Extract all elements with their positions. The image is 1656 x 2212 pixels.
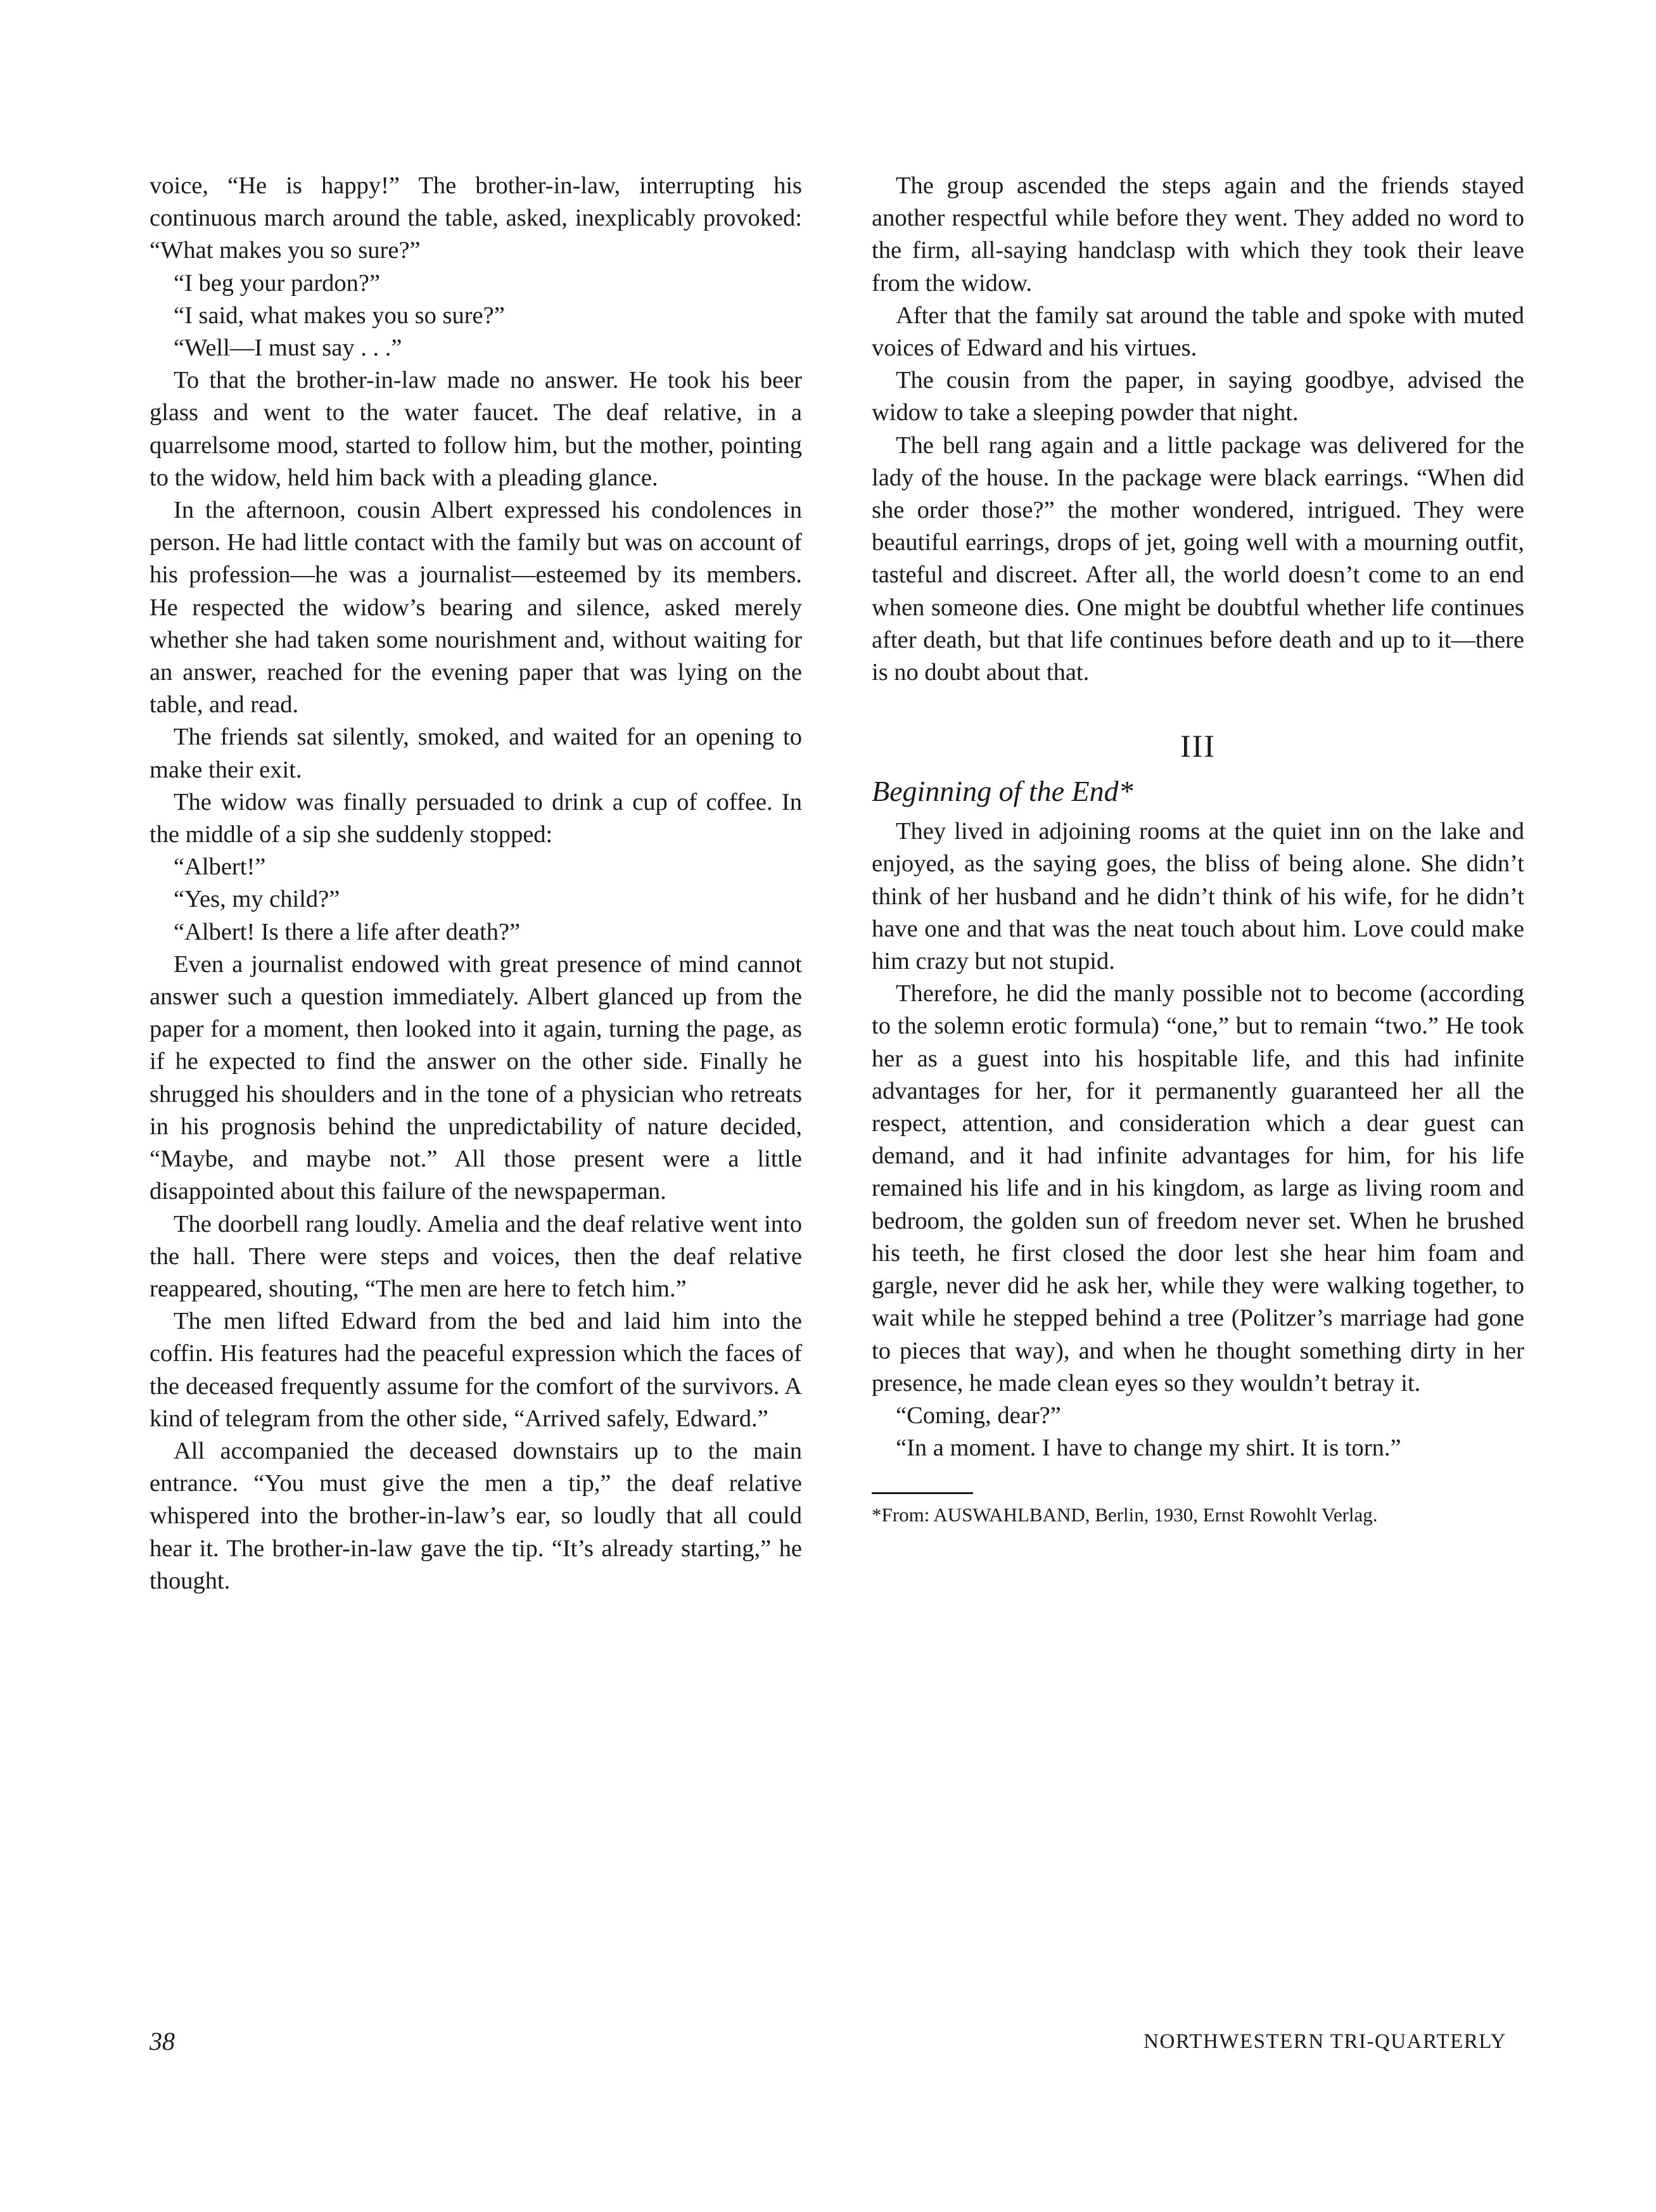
paragraph: Even a journalist endowed with great presence of mind cannot answer such a question immediately. Albert glanced up from the paper for a moment, then looked into it again, turning the page, as if he expected to find the answer on the other side. Finally he shrugged his shoulders and in the tone of a physician who retreats in his prognosis behind the unpredictability of nature decided, “Maybe, and maybe not.” All those present were a little disappointed about this failure of the newspaperman. (150, 950, 802, 1205)
paragraph: The widow was finally persuaded to drink a cup of coffee. In the middle of a sip she suddenly stopped: (150, 788, 802, 848)
paragraph: The friends sat silently, smoked, and waited for an opening to make their exit. (150, 724, 802, 783)
journal-name: NORTHWESTERN TRI-QUARTERLY (1143, 2030, 1506, 2053)
paragraph: In the afternoon, cousin Albert expressed his condolences in person. He had little contact with the family but was on account of his profession—he was a journalist—esteemed by its members. He respected the widow’s bearing and silence, asked merely whether she had taken some nourishment and, without waiting for an answer, reached for the evening paper that was lying on the table, and read. (150, 497, 802, 719)
paragraph: The group ascended the steps again and the friends stayed another respectful while before they went. They added no word to the firm, all-saying handclasp with which they took their leave from the widow. (872, 172, 1524, 297)
paragraph: “Albert! Is there a life after death?” (174, 918, 521, 945)
paragraph: “Albert!” (174, 853, 266, 881)
page-number: 38 (150, 2027, 175, 2055)
paragraph: They lived in adjoining rooms at the quiet inn on the lake and enjoyed, as the saying goes, the bliss of being alone. She didn’t think of her husband and he didn’t think of his wife, for he didn’t have one and that was the neat touch about him. Love could make him crazy but not stupid. (872, 818, 1524, 975)
paragraph: The bell rang again and a little package was delivered for the lady of the house. In the package were black earrings. “When did she order those?” the mother wondered, intrigued. They were beautiful earrings, drops of jet, going well with a mourning outfit, tasteful and discreet. After all, the world doesn’t come to an end when someone dies. One might be doubtful whether life continues after death, but that life continues before death and up to it—there is no doubt about that. (872, 432, 1524, 686)
footnote-divider (872, 1492, 973, 1494)
paragraph: All accompanied the deceased downstairs up to the main entrance. “You must give the men a tip,” the deaf relative whispered into the brother-in-law’s ear, so loudly that all could hear it. The brother-in-law gave the tip. “It’s already starting,” he thought. (150, 1437, 802, 1594)
paragraph: The cousin from the paper, in saying goodbye, advised the widow to take a sleeping powder that night. (872, 367, 1524, 426)
footnote: *From: AUSWAHLBAND, Berlin, 1930, Ernst Rowohlt Verlag. (872, 1504, 1378, 1526)
paragraph: “In a moment. I have to change my shirt. It is torn.” (896, 1435, 1401, 1462)
paragraph: “Well—I must say . . .” (174, 335, 402, 362)
right-column (872, 170, 1524, 1528)
paragraph: “I said, what makes you so sure?” (174, 302, 505, 329)
paragraph: Therefore, he did the manly possible not to become (according to the solemn erotic formula) “one,” but to remain “two.” He took her as a guest into his hospitable life, and this had infinite advantages for her, for it permanently guaranteed her all the respect, attention, and consideration which a dear guest can demand, and it had infinite advantages for him, for his life remained his life and in his kingdom, as large as living room and bedroom, the golden sun of freedom never set. When he brushed his teeth, he first closed the door lest she hear him foam and gargle, never did he ask her, while they were walking together, to wait while he stepped behind a tree (Politzer’s marriage had gone to pieces that way), and when he thought something dirty in her presence, he made clean eyes so they wouldn’t betray it. (872, 980, 1524, 1397)
paragraph: The doorbell rang loudly. Amelia and the deaf relative went into the hall. There were steps and voices, then the deaf relative reappeared, shouting, “The men are here to fetch him.” (150, 1210, 802, 1302)
paragraph: “I beg your pardon?” (174, 269, 381, 297)
section-title: Beginning of the End* (872, 775, 1133, 808)
paragraph: After that the family sat around the table and spoke with muted voices of Edward and his virtues. (872, 302, 1524, 362)
paragraph: To that the brother-in-law made no answer. He took his beer glass and went to the water faucet. The deaf relative, in a quarrelsome mood, started to follow him, but the mother, pointing to the widow, held him back with a pleading glance. (150, 367, 802, 491)
paragraph: The men lifted Edward from the bed and laid him into the coffin. His features had the peaceful expression which the faces of the deceased frequently assume for the comfort of the survivors. A kind of telegram from the other side, “Arrived safely, Edward.” (150, 1308, 802, 1432)
paragraph: “Yes, my child?” (174, 886, 340, 913)
section-numeral: III (1180, 728, 1216, 764)
left-column (150, 170, 802, 1597)
paragraph: “Coming, dear?” (896, 1402, 1061, 1429)
paragraph: voice, “He is happy!” The brother-in-law, interrupting his continuous march around the table, asked, inexplicably provoked: “What makes you so sure?” (150, 172, 802, 264)
